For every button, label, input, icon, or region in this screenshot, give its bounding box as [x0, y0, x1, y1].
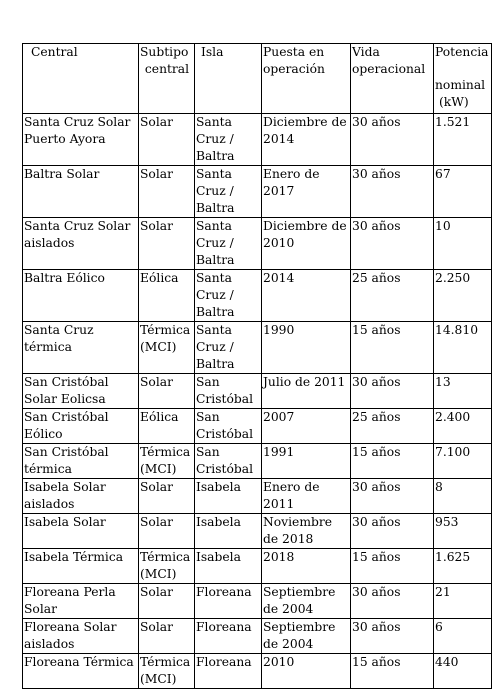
cell-potencia: 67 — [434, 166, 492, 218]
cell-potencia: 7.100 — [434, 444, 492, 479]
cell-puesta: 2014 — [262, 270, 351, 322]
header-subtipo — [139, 44, 195, 114]
cell-central: San Cristóbal Solar Eolicsa — [23, 374, 139, 409]
header-row — [23, 44, 492, 114]
cell-isla: Santa Cruz / Baltra — [195, 114, 262, 166]
cell-central: Floreana Solar aislados — [23, 619, 139, 654]
cell-puesta: Enero de 2017 — [262, 166, 351, 218]
cell-puesta: 2007 — [262, 409, 351, 444]
cell-central: Santa Cruz Solar Puerto Ayora — [23, 114, 139, 166]
table-row — [23, 654, 492, 689]
table-row — [23, 409, 492, 444]
cell-puesta: Diciembre de 2014 — [262, 114, 351, 166]
cell-puesta: 1991 — [262, 444, 351, 479]
cell-subtipo: Solar — [139, 218, 195, 270]
cell-potencia: 10 — [434, 218, 492, 270]
table-row — [23, 166, 492, 218]
cell-isla: Santa Cruz / Baltra — [195, 322, 262, 374]
cell-potencia: 2.400 — [434, 409, 492, 444]
cell-vida: 25 años — [351, 270, 434, 322]
cell-isla: Santa Cruz / Baltra — [195, 270, 262, 322]
cell-vida: 30 años — [351, 619, 434, 654]
cell-puesta: Diciembre de 2010 — [262, 218, 351, 270]
cell-subtipo: Eólica — [139, 270, 195, 322]
cell-vida: 25 años — [351, 409, 434, 444]
cell-subtipo: Térmica (MCI) — [139, 549, 195, 584]
cell-subtipo: Térmica (MCI) — [139, 654, 195, 689]
cell-subtipo: Solar — [139, 479, 195, 514]
table-row — [23, 479, 492, 514]
cell-puesta: Enero de 2011 — [262, 479, 351, 514]
cell-central: San Cristóbal Eólico — [23, 409, 139, 444]
header-subtipo-line1: Subtipo — [140, 45, 189, 59]
table-row — [23, 444, 492, 479]
cell-subtipo: Solar — [139, 619, 195, 654]
cell-isla: San Cristóbal — [195, 444, 262, 479]
cell-central: Isabela Solar — [23, 514, 139, 549]
header-isla: Isla — [195, 44, 262, 114]
cell-subtipo: Térmica (MCI) — [139, 444, 195, 479]
cell-central: Santa Cruz Solar aislados — [23, 218, 139, 270]
cell-potencia: 440 — [434, 654, 492, 689]
table-body — [23, 114, 492, 689]
cell-subtipo: Solar — [139, 514, 195, 549]
cell-central: Isabela Térmica — [23, 549, 139, 584]
cell-isla: Floreana — [195, 619, 262, 654]
cell-vida: 30 años — [351, 114, 434, 166]
cell-potencia: 1.521 — [434, 114, 492, 166]
cell-potencia: 953 — [434, 514, 492, 549]
cell-potencia: 13 — [434, 374, 492, 409]
cell-puesta: Julio de 2011 — [262, 374, 351, 409]
cell-isla: Isabela — [195, 479, 262, 514]
table-row — [23, 218, 492, 270]
cell-isla: Santa Cruz / Baltra — [195, 218, 262, 270]
cell-vida: 30 años — [351, 514, 434, 549]
table-row — [23, 619, 492, 654]
cell-vida: 15 años — [351, 444, 434, 479]
table-row — [23, 374, 492, 409]
cell-potencia: 8 — [434, 479, 492, 514]
header-potencia-line1: Potencia — [435, 45, 489, 59]
cell-puesta: 2010 — [262, 654, 351, 689]
cell-subtipo: Solar — [139, 374, 195, 409]
table-row — [23, 584, 492, 619]
cell-subtipo: Solar — [139, 584, 195, 619]
header-vida: Vida operacional — [351, 44, 434, 114]
table-row — [23, 270, 492, 322]
cell-potencia: 21 — [434, 584, 492, 619]
cell-central: Floreana Perla Solar — [23, 584, 139, 619]
header-subtipo-line2: central — [144, 62, 190, 76]
cell-subtipo: Térmica (MCI) — [139, 322, 195, 374]
cell-vida: 30 años — [351, 584, 434, 619]
cell-puesta: 2018 — [262, 549, 351, 584]
table-row — [23, 514, 492, 549]
cell-central: Floreana Térmica — [23, 654, 139, 689]
cell-vida: 30 años — [351, 479, 434, 514]
cell-potencia: 1.625 — [434, 549, 492, 584]
header-potencia — [434, 44, 492, 114]
cell-puesta: Septiembre de 2004 — [262, 619, 351, 654]
cell-central: Baltra Solar — [23, 166, 139, 218]
cell-isla: Floreana — [195, 654, 262, 689]
cell-vida: 15 años — [351, 549, 434, 584]
header-potencia-line2: nominal — [435, 78, 486, 92]
cell-isla: Isabela — [195, 549, 262, 584]
table-row — [23, 322, 492, 374]
table-row — [23, 549, 492, 584]
cell-vida: 30 años — [351, 374, 434, 409]
cell-isla: Santa Cruz / Baltra — [195, 166, 262, 218]
cell-vida: 30 años — [351, 218, 434, 270]
cell-isla: San Cristóbal — [195, 374, 262, 409]
cell-subtipo: Eólica — [139, 409, 195, 444]
cell-subtipo: Solar — [139, 114, 195, 166]
table-row — [23, 114, 492, 166]
cell-isla: Isabela — [195, 514, 262, 549]
cell-vida: 15 años — [351, 654, 434, 689]
cell-central: San Cristóbal térmica — [23, 444, 139, 479]
cell-potencia: 6 — [434, 619, 492, 654]
cell-vida: 15 años — [351, 322, 434, 374]
cell-potencia: 2.250 — [434, 270, 492, 322]
cell-isla: San Cristóbal — [195, 409, 262, 444]
cell-puesta: 1990 — [262, 322, 351, 374]
header-puesta: Puesta en operación — [262, 44, 351, 114]
cell-vida: 30 años — [351, 166, 434, 218]
cell-isla: Floreana — [195, 584, 262, 619]
cell-subtipo: Solar — [139, 166, 195, 218]
power-plants-table — [22, 43, 492, 689]
cell-puesta: Noviembre de 2018 — [262, 514, 351, 549]
cell-potencia: 14.810 — [434, 322, 492, 374]
cell-central: Santa Cruz térmica — [23, 322, 139, 374]
cell-puesta: Septiembre de 2004 — [262, 584, 351, 619]
header-potencia-unit: (kW) — [439, 95, 469, 109]
cell-central: Isabela Solar aislados — [23, 479, 139, 514]
cell-central: Baltra Eólico — [23, 270, 139, 322]
header-central: Central — [23, 44, 139, 114]
